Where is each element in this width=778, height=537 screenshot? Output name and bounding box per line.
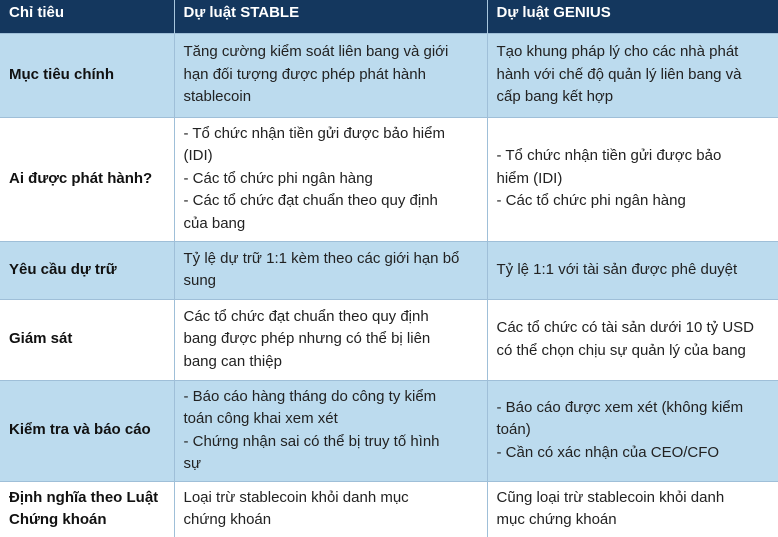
row-criterion <box>0 117 174 241</box>
table-row <box>0 241 778 299</box>
cell-line: Loại trừ stablecoin khỏi danh mục <box>183 488 409 506</box>
genius-cell <box>487 241 778 299</box>
row-criterion <box>0 299 174 380</box>
cell-line: hạn đối tượng được phép phát hành <box>183 65 426 83</box>
row-criterion <box>0 380 174 481</box>
cell-line: sung <box>183 272 217 289</box>
cell-line: có thể chọn chịu sự quản lý của bang <box>496 341 746 359</box>
table-row <box>0 33 778 117</box>
stable-cell <box>174 241 487 299</box>
row-criterion <box>0 481 174 537</box>
cell-line: bang can thiệp <box>183 352 282 370</box>
genius-cell <box>487 33 778 117</box>
genius-cell <box>487 380 778 481</box>
table-row <box>0 481 778 537</box>
table-header-row <box>0 0 778 33</box>
cell-line: - Các tổ chức đạt chuẩn theo quy định <box>183 192 438 210</box>
header-stable-act: Dự luật STABLE <box>174 0 487 33</box>
row-criterion <box>0 241 174 299</box>
cell-line: Tăng cường kiểm soát liên bang và giới <box>183 43 449 61</box>
stable-cell <box>174 299 487 380</box>
stable-cell <box>174 380 487 481</box>
header-genius-act: Dự luật GENIUS <box>487 0 778 33</box>
cell-line: sự <box>183 455 202 472</box>
cell-line: - Báo cáo hàng tháng do công ty kiểm <box>183 387 437 405</box>
genius-cell <box>487 299 778 380</box>
cell-line: toán công khai xem xét <box>183 410 338 427</box>
cell-line: toán) <box>496 421 531 439</box>
cell-line: - Các tổ chức phi ngân hàng <box>496 192 686 210</box>
cell-line: Tỷ lệ 1:1 với tài sản được phê duyệt <box>496 260 738 278</box>
genius-cell <box>487 481 778 537</box>
cell-line: stablecoin <box>183 88 252 106</box>
cell-line: - Tổ chức nhận tiền gửi được bảo <box>496 147 722 165</box>
cell-line: hành với chế độ quản lý liên bang và <box>496 65 742 83</box>
table-row <box>0 380 778 481</box>
cell-line: Các tổ chức đạt chuẩn theo quy định <box>183 307 429 325</box>
cell-line: của bang <box>183 214 246 232</box>
cell-line: Tạo khung pháp lý cho các nhà phát <box>496 43 739 61</box>
cell-line: - Tổ chức nhận tiền gửi được bảo hiểm <box>183 124 445 142</box>
cell-line: - Báo cáo được xem xét (không kiểm <box>496 398 744 416</box>
genius-cell <box>487 117 778 241</box>
table-row <box>0 117 778 241</box>
cell-line: - Cần có xác nhận của CEO/CFO <box>496 443 720 461</box>
stable-cell <box>174 117 487 241</box>
cell-text: Ai được phát hành? <box>9 169 153 187</box>
cell-text: Kiểm tra và báo cáo <box>9 421 151 439</box>
cell-line: mục chứng khoán <box>496 511 617 529</box>
cell-line: cấp bang kết hợp <box>496 88 614 106</box>
cell-line: Chứng khoán <box>9 511 107 529</box>
cell-line: Các tổ chức có tài sản dưới 10 tỷ USD <box>496 319 755 336</box>
cell-text: Yêu cầu dự trữ <box>9 260 117 278</box>
cell-line: hiểm (IDI) <box>496 169 563 187</box>
cell-line: (IDI) <box>183 147 213 165</box>
cell-line: Định nghĩa theo Luật <box>9 488 159 506</box>
stable-cell <box>174 481 487 537</box>
cell-line: - Các tổ chức phi ngân hàng <box>183 169 373 187</box>
cell-line: Tỷ lệ dự trữ 1:1 kèm theo các giới hạn bổ <box>183 249 460 267</box>
cell-text: Giám sát <box>9 330 73 348</box>
cell-line: chứng khoán <box>183 511 272 529</box>
table-row <box>0 299 778 380</box>
row-criterion <box>0 33 174 117</box>
stable-cell <box>174 33 487 117</box>
cell-line: Cũng loại trừ stablecoin khỏi danh <box>496 488 725 506</box>
cell-line: bang được phép nhưng có thể bị liên <box>183 330 431 348</box>
cell-line: - Chứng nhận sai có thể bị truy tố hình <box>183 432 440 450</box>
header-criterion: Chỉ tiêu <box>0 0 174 33</box>
cell-text: Mục tiêu chính <box>9 65 114 83</box>
